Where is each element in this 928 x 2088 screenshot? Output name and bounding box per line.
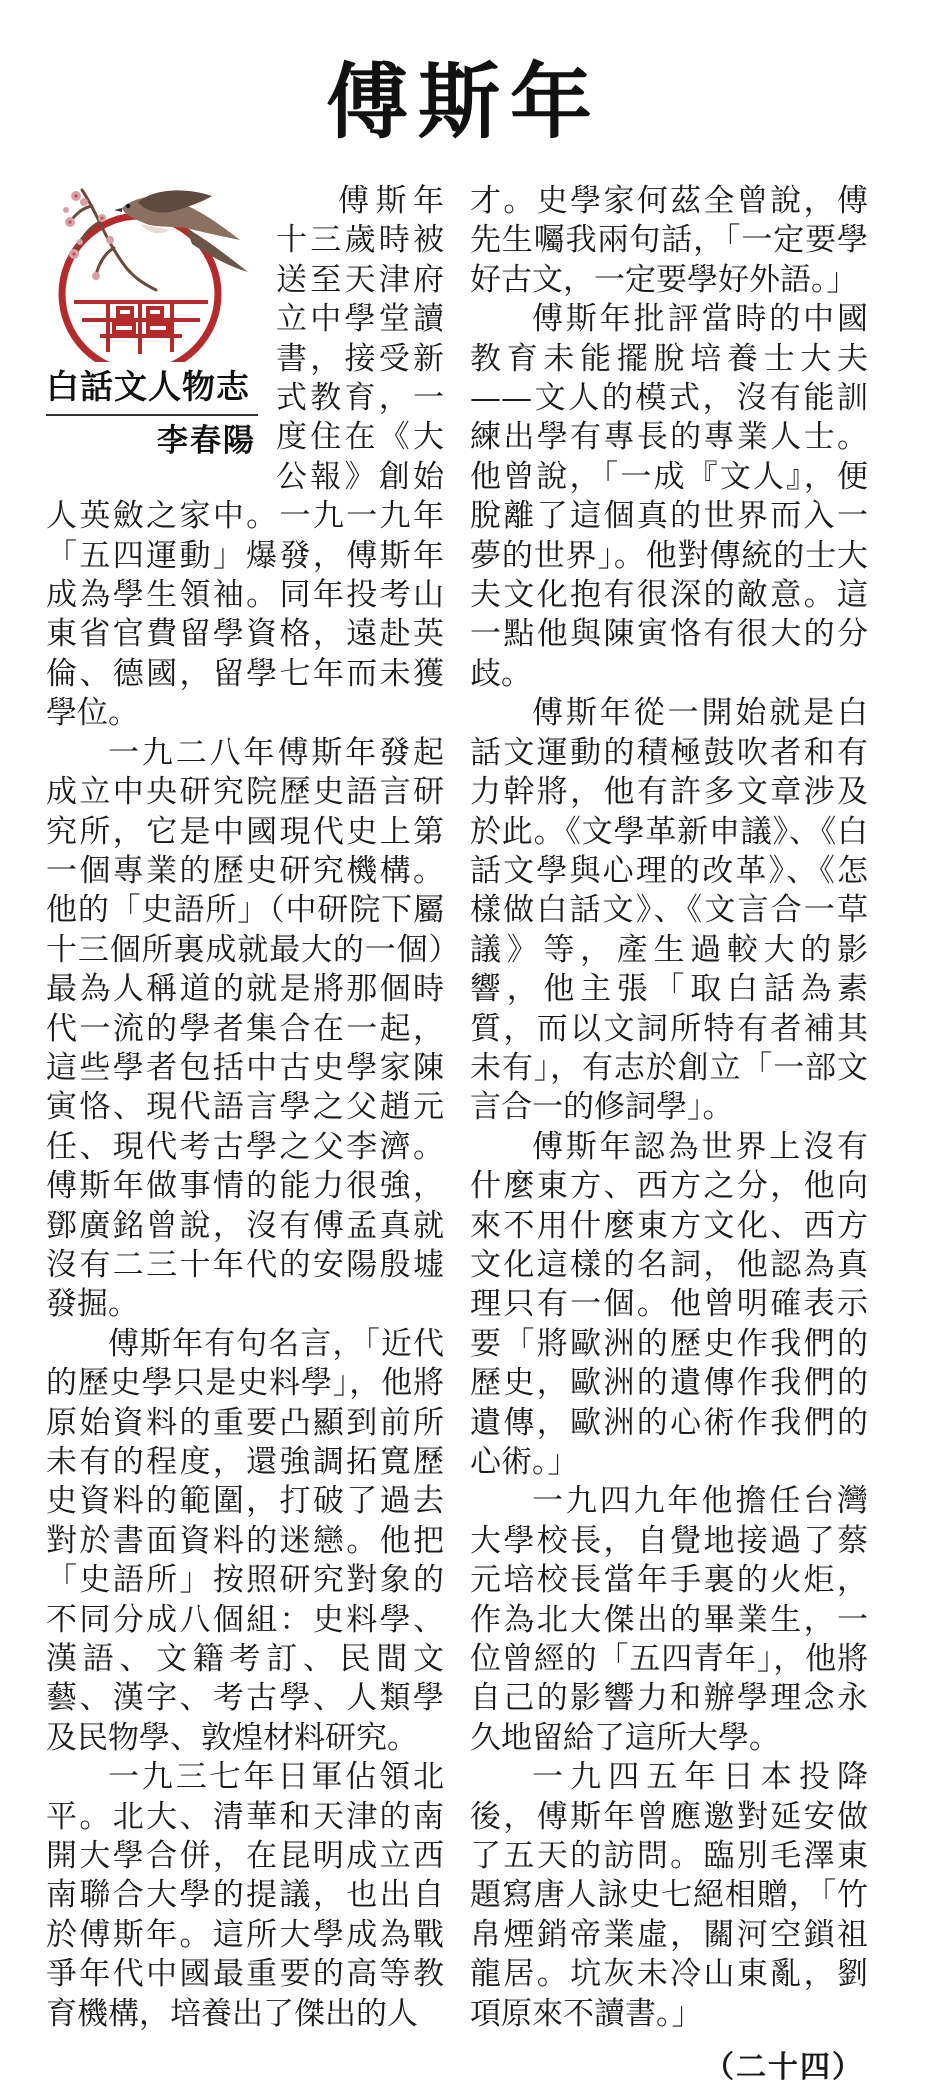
paragraph: 一九二八年傅斯年發起成立中央研究院歷史語言研究所，它是中國現代史上第一個專業的歷史研究機構。他的「史語所」（中研院下屬十三個所裏成就最大的一個）最為人稱道的就是將那個時代一流的學者集合在一起，這些學者包括中古史學家陳寅恪、現代語言學之父趙元任、現代考古學之父李濟。傅斯年做事情的能力很強，鄧廣銘曾說，沒有傅孟真就沒有二三十年代的安陽殷墟發掘。: [46, 734, 444, 1323]
paragraph: 傅斯年批評當時的中國教育未能擺脫培養士大夫——文人的模式，沒有能訓練出學有專長的專業人士。他曾說，「一成『文人』，便脫離了這個真的世界而入一夢的世界」。他對傳統的士大夫文化抱有很深的敵意。這一點他與陳寅恪有很大的分歧。: [470, 301, 868, 692]
paragraph: 傅斯年從一開始就是白話文運動的積極鼓吹者和有力幹將，他有許多文章涉及於此。《文學革新申議》、《白話文學與心理的改革》、《怎樣做白話文》、《文言合一草議》等，產生過較大的影響，他主張「取白話為素質，而以文詞所特有者補其未有」，有志於創立「一部文言合一的修詞學」。: [470, 695, 868, 1126]
paragraph: 傅斯年有句名言，「近代的歷史學只是史料學」，他將原始資料的重要凸顯到前所未有的程度，還強調拓寬歷史資料的範圍，打破了過去對於書面資料的迷戀。他把「史語所」按照研究對象的不同分成八個組：史料學、漢語、文籍考訂、民間文藝、漢字、考古學、人類學及民物學、敦煌材料研究。: [46, 1325, 444, 1756]
paragraph: 一九四五年日本投降後，傅斯年曾應邀對延安做了五天的訪問。臨別毛澤東題寫唐人詠史七絕相贈，「竹帛煙銷帝業虛，關河空鎖祖龍居。坑灰未冷山東亂，劉項原來不讀書。」: [470, 1759, 868, 2032]
paragraph-continuation: 才。史學家何茲全曾說，傅先生囑我兩句話，「一定要學好古文，一定要學好外語。」: [470, 183, 868, 298]
column-left: [46, 182, 444, 2034]
author-name: 李春陽: [157, 423, 256, 459]
column-masthead: [46, 182, 262, 477]
paragraph: 一九三七年日軍佔領北平。北大、清華和天津的南開大學合併，在昆明成立西南聯合大學的提議，也出自於傅斯年。這所大學成為戰爭年代中國最重要的高等教育機構，培養出了傑出的人: [46, 1759, 444, 2032]
plum-bird-emblem-icon: [52, 182, 262, 362]
series-number: （二十四）: [704, 2050, 864, 2086]
masthead-divider: [46, 414, 258, 416]
paragraph: 傅斯年認為世界上沒有什麼東方、西方之分，他向來不用什麼東方文化、西方文化這樣的名詞，他認為真理只有一個。他曾明確表示要「將歐洲的歷史作我們的歷史，歐洲的遺傳作我們的遺傳，歐洲的心術作我們的心術。」: [470, 1128, 868, 1480]
article-title: 傅斯年: [325, 54, 602, 150]
column-right: [470, 182, 868, 2088]
paragraph: 一九四九年他擔任台灣大學校長，自覺地接過了蔡元培校長當年手裏的火炬，作為北大傑出的畢業生，一位曾經的「五四青年」，他將自己的影響力和辦學理念永久地留給了這所大學。: [470, 1483, 868, 1756]
column-name: 白話文人物志: [46, 367, 250, 406]
paragraph: 傅斯年十三歲時被送至天津府立中學堂讀書，接受新式教育，一度住在《大公報》創始人英斂之家中。一九一九年「五四運動」爆發，傅斯年成為學生領袖。同年投考山東省官費留學資格，遠赴英倫、德國，留學七年而未獲學位。: [46, 183, 444, 732]
